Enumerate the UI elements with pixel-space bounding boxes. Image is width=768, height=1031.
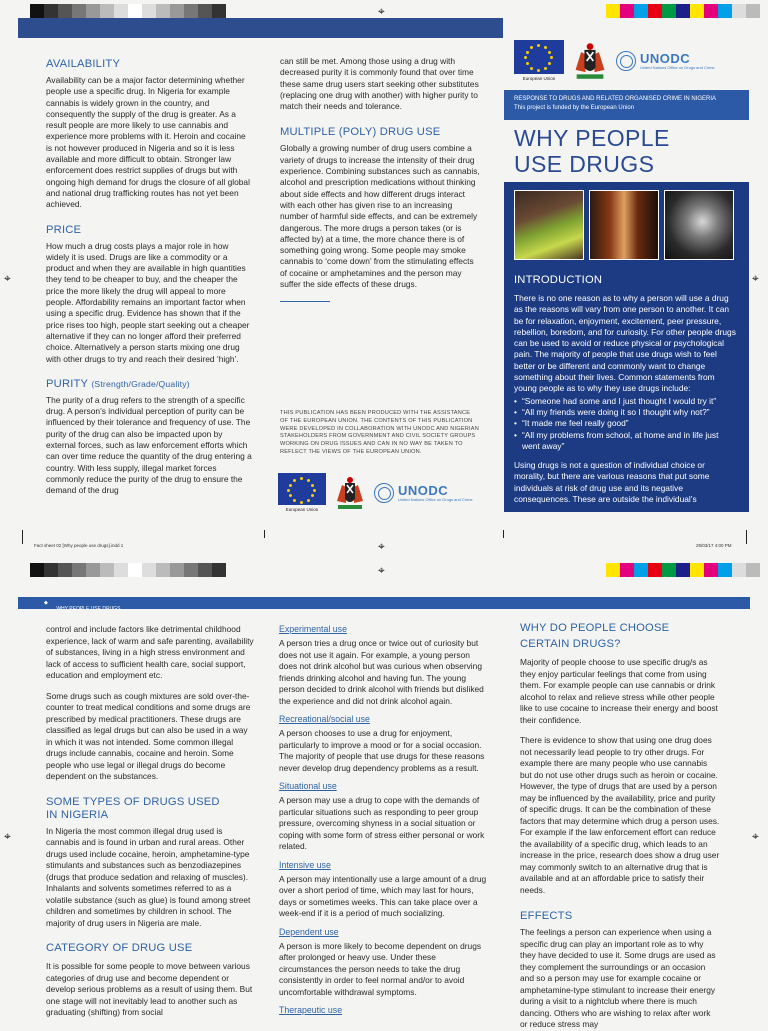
diamond-icon: ◆ [44,600,48,606]
slug-timestamp: 29/03/17 4:00 PM [696,543,732,548]
situational-body: A person may use a drug to cope with the demands of particular situations such as responding to peer group pressure, overcoming shyness in a social situation or coping with some form of stress either personal or work related. [279,795,485,851]
list-item: • “All my friends were doing it so I thought why not?” [514,407,736,418]
purity-heading-sub: (Strength/Grade/Quality) [91,378,190,389]
list-item: • “Someone had some and I just thought I would try it” [514,396,736,407]
experimental-heading: Experimental use [279,624,347,634]
photo-bottles [589,190,659,260]
why-choose-body-2: There is evidence to show that using one drug does not necessarily lead people to try other drugs. For example there are many people who use cannabis but do not use other drugs such as heroin or cocaine. However, the type of drugs that are used by a person may be influenced by the availability, price and purity of specific drugs. It can be the combination of these factors that may determine which drug a person uses. For example if the law enforcement effort can reduce the availability of a specific drug, which leads to an increase in the price, research does show a drug user may commonly switch to an alternative drug that is available and at an affordable price to satisfy their needs. [520,735,720,895]
legal-drugs-text: Some drugs such as cough mixtures are sold over-the-counter to treat medical conditions and some drugs are prescribed by medical practitioners. These drugs are classified as legal drugs but can also be used in a way in which it was not intended. Some common illegal drugs include cannabis, cocaine and heroin. Some people who use legal or illegal drugs do become dependent on the substances. [46,690,251,781]
eu-flag-icon [278,473,326,505]
registration-mark-icon: ⌖ [752,829,759,843]
disclaimer-text: THIS PUBLICATION HAS BEEN PRODUCED WITH THE ASSISTANCE OF THE EUROPEAN UNION. THE CONTENTS OF THIS PUBLICATION WERE DEVELOPED IN COLLABORATION WITH UNODC AND NIGERIAN STAKEHOLDERS FROM GOVERNMENT AND CIVIL SOCIETY GROUPS WORKING ON DRUG ISSUES AND CAN IN NO WAY BE TAKEN TO REFLECT THE VIEWS OF THE EUROPEAN UNION. [280,410,479,455]
crop-mark [503,530,504,538]
registration-mark-icon: ⌖ [4,829,11,843]
project-band [504,90,749,120]
introduction-section [514,274,736,505]
availability-body: Availability can be a major factor determining whether people use a specific drug. In Nigeria for example cannabis is widely grown in the country, and consequently the supply of the drug is greater. As a result people are more likely to use cannabis and experience more problems with it. Heroin and cocaine is not however produced in Nigeria and so it is less available and more difficult to obtain. Stronger law enforcement does restrict supplies of drugs but with ongoing high demand for drugs the closure of all global and national drug trafficking routes has not yet been achieved. [46,75,250,210]
category-heading: CATEGORY OF DRUG USE [46,942,193,954]
list-item: • “It made me feel really good” [514,418,736,429]
registration-mark-icon: ⌖ [378,563,385,577]
recreational-heading: Recreational/social use [279,714,370,724]
experimental-body: A person tries a drug once or twice out of curiosity but does not use it again. For example, a young person does not drink alcohol but was curious when observing friends drinking alcohol and having fun. The young person decided to drink alcohol with friends but disliked the experience and did not drink alcohol again. [279,638,484,706]
risk-factors-text: control and include factors like detrimental childhood experience, lack of warm and safe parenting, availability of substances, living in a high stress environment and lack of access to sufficient health care, social support, education and employment etc. [46,624,254,680]
un-emblem-icon [374,483,394,503]
cover-title [514,125,744,177]
running-header: WHY PEOPLE USE DRUGS [56,606,121,612]
introduction-body-2: Using drugs is not a question of individual choice or morality, but there are various reasons that put some individuals at risk of drug use and its negative consequences. These are outside the individual’s [514,460,710,505]
recreational-body: A person chooses to use a drug for enjoyment, particularly to improve a mood or for a social occasion. The majority of people that use drugs for these reasons never develop drug dependency problems as a result. [279,728,485,773]
bottom-column-2 [279,624,487,1016]
effects-heading: EFFECTS [520,910,573,922]
grayscale-color-bar [30,4,226,18]
availability-heading: AVAILABILITY [46,58,121,70]
introduction-body: There is no one reason as to why a person will use a drug as the reasons will vary from one person to another. It can be for relaxation, enjoyment, excitement, peer pressure, rebellion, boredom, and for curiosity. For other people drugs can be used to avoid or reduce physical or psychological pain. The majority of people that use drugs wish to feel better or be different and commonly want to change something about their lives. Common statements from young people as to why they use drugs include: [514,293,736,394]
unodc-fullname: United Nations Office on Drugs and Crime [640,64,715,70]
unodc-logo [374,483,473,503]
purity-body: The purity of a drug refers to the strength of a specific drug. A person’s individual perception of purity can be influenced by their tolerance and frequency of use. The purity of the drug can also be impacted upon by external forces, such as law enforcement efforts which can over time reduce the quantity of the drug entering a country. With less supply, illegal market forces commonly reduce the purity of the drug to ensure the demand of the drug [46,394,252,496]
top-column-1 [46,58,254,497]
top-column-2 [280,56,480,302]
cover-title-line-2: USE DRUGS [514,151,655,177]
introduction-heading: INTRODUCTION [514,274,603,286]
registration-mark-icon: ⌖ [378,4,385,18]
introduction-quotes [514,396,736,452]
grayscale-color-bar [30,563,226,577]
slug-filename: Fact sheet 02 [Why people use drugs].indd 1 [34,543,124,548]
process-color-bar [606,563,760,577]
eu-label: European Union [522,76,556,81]
list-item: • “All my problems from school, at home and in life just went away” [514,430,736,453]
purity-continued-text: can still be met. Among those using a drug with decreased purity it is commonly found that over time these same drug users start seeking other substitutes (replacing one drug with another) with higher purity to match their needs and tolerance. [280,56,479,112]
intensive-heading: Intensive use [279,859,331,870]
price-body: How much a drug costs plays a major role in how widely it is used. Drugs are like a commodity or a product and when they are available in high quantities they tend to be cheaper to buy, and the cheaper the price the more likely the drug will appeal to more people. Affordability remains an important factor when using a specific drug. Evidence has shown that if the price rises too high, people start seeking out a cheaper alternative if they can no longer afford their preferred choice. Alternatively a person starts mixing one drug with other drugs to try and reach their desired ‘high’. [46,240,250,364]
situational-heading: Situational use [279,781,337,791]
therapeutic-heading: Therapeutic use [279,1005,343,1015]
crop-mark [22,530,23,544]
divider [280,301,330,302]
effects-body: The feelings a person can experience when using a specific drug can play an important role as to why they have decided to use it. Some drugs are used as they complement the surroundings or an occasion and so a person may use for example cocaine or amphetamine-type stimulant to increase their energy during a visit to a nightclub where there is much dancing. Others who are wishing to relax after work or reduce stress may [520,927,716,1029]
types-heading-line-2: IN NIGERIA [46,808,109,821]
top-header-strip [18,18,503,38]
types-heading-line-1: SOME TYPES OF DRUGS USED [46,795,220,808]
unodc-name: UNODC [640,50,691,66]
project-band-title: RESPONSE TO DRUGS AND RELATED ORGANISED CRIME IN NIGERIA [514,96,717,102]
process-color-bar [606,4,760,18]
bottom-column-1 [46,624,256,1019]
photo-syringe [664,190,734,260]
project-band-funding: This project is funded by the European Union [514,105,635,111]
category-body: It is possible for some people to move between various categories of drug use and become dependent or develop serious problems as a result of using them. But one stage will not inevitably lead to another such as graduating (shifting) from social [46,961,253,1017]
cover-title-line-1: WHY PEOPLE [514,125,670,151]
photo-person-pills [514,190,584,260]
registration-mark-icon: ⌖ [752,271,759,285]
unodc-name: UNODC [398,482,449,498]
nigeria-coat-of-arms-icon [572,41,608,81]
partner-logos-back [278,473,473,512]
crop-mark [746,530,747,544]
multiple-drug-use-body: Globally a growing number of drug users combine a variety of drugs to increase the intensity of their drug experience. Combining substances such as cannabis, alcohol and prescription medications without thinking about side effects and how different drugs interact with each other has given rise to an increasing number of harmful side effects, and can be extremely dangerous. The more drugs a person takes (or is affected by) at a time, the more chance there is of something going wrong. Some people may smoke cannabis to ‘come down’ from the stimulating effects of cocaine or amphetamines and the person may suffer the side effects of these drugs. [280,143,480,290]
types-body: In Nigeria the most common illegal drug used is cannabis and is found in urban and rural areas. Other drugs used include cocaine, heroin, amphetamine-type stimulants and substances such as benzodiazepines (drugs that produce sedation and relaxing of muscles). Inhalants and solvents sometimes referred to as a volatile substance (such as glue) is found among street children and sometimes by children in school. The majority of drug users in Nigeria are male. [46,825,251,928]
types-heading [46,796,256,822]
why-choose-body-1: Majority of people choose to use specific drug/s as they enjoy particular feelings that come from using them. For example people can use cannabis or drink alcohol to relax and relieve stress while other people like to use cocaine to increase their energy and boost their confidence. [520,657,718,725]
partner-logos-cover [514,40,715,81]
nigeria-coat-of-arms-icon [334,475,366,511]
eu-flag-icon [514,40,564,74]
why-choose-heading [520,622,720,651]
dependent-heading: Dependent use [279,926,339,937]
why-choose-heading-line-1: WHY DO PEOPLE CHOOSE [520,622,670,634]
dependent-body: A person is more likely to become dependent on drugs after prolonged or heavy use. Under these circumstances the person needs to take the drug consistently in order to feel normal and/or to avoid uncomfortable withdrawal symptoms. [279,940,482,997]
unodc-logo [616,51,715,71]
unodc-fullname: United Nations Office on Drugs and Crime [398,496,473,502]
why-choose-heading-line-2: CERTAIN DRUGS? [520,638,621,650]
purity-heading-main: PURITY [46,377,89,390]
eu-label: European Union [285,507,319,512]
multiple-drug-use-heading: MULTIPLE (POLY) DRUG USE [280,126,441,139]
registration-mark-icon: ⌖ [4,271,11,285]
price-heading: PRICE [46,223,82,236]
crop-mark [264,530,265,538]
bottom-header-strip [18,597,750,612]
registration-mark-icon: ⌖ [378,539,385,553]
bottom-column-3 [520,622,720,1031]
un-emblem-icon [616,51,636,71]
purity-heading [46,378,254,391]
intensive-body: A person may intentionally use a large amount of a drug over a short period of time, which may last for hours, days or sometimes weeks. This can take place over a week-end if it is a period of much socializing. [279,873,487,918]
